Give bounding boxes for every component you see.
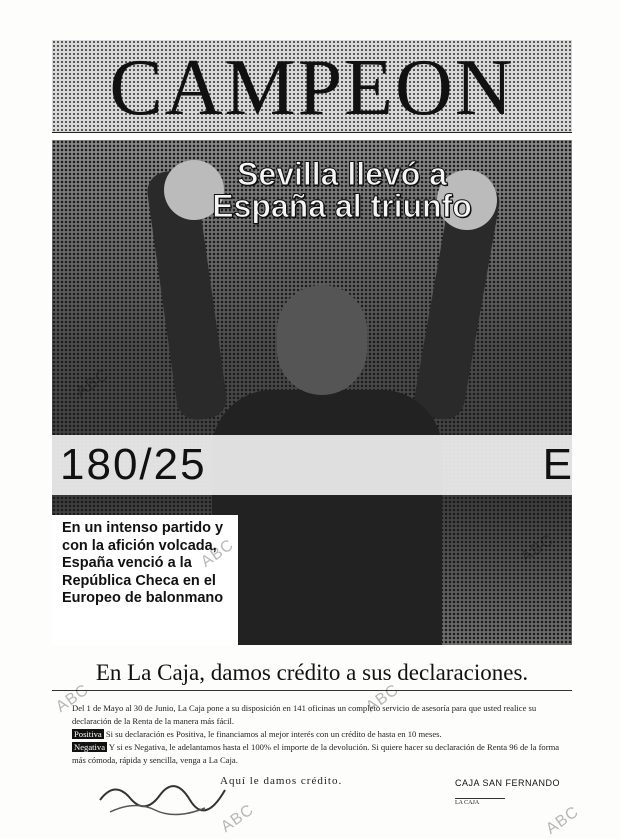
watermark-abc: ABC <box>198 536 238 571</box>
masthead <box>52 40 572 133</box>
caja-logo <box>455 778 575 806</box>
ad-paragraph-3-text: Y si es Negativa, le adelantamos hasta el 100% el importe de la devolución. Si quiere hacer su declaración de Renta 96 de la forma más cómoda, rápida y sencilla, venga a La Caja. <box>72 742 560 765</box>
front-page-photo <box>52 140 572 645</box>
photo-caption: En un intenso partido y con la afición volcada, España venció a la República Checa en el Europeo de balonmano <box>62 520 224 606</box>
tag-negative: Negativa <box>74 742 106 752</box>
photo-headline: Sevilla llevó a España al triunfo <box>212 156 472 224</box>
watermark-abc: ABC <box>363 681 403 716</box>
watermark-abc: ABC <box>73 366 113 401</box>
watermark-abc: ABC <box>53 681 93 716</box>
scoreboard-left-text: 180/25 <box>60 440 207 489</box>
handwritten-scribble-image <box>95 770 235 818</box>
logo-name: CAJA SAN FERNANDO <box>455 778 561 788</box>
watermark-abc: ABC <box>218 801 258 836</box>
ad-paragraph-2-text: Si su declaración es Positiva, le financiamos al mejor interés con un crédito de hasta en 10 meses. <box>105 729 442 739</box>
logo-sub: LA CAJA <box>455 798 505 806</box>
ad-body <box>72 702 572 767</box>
ad-paragraph-2 <box>72 728 572 741</box>
scoreboard-right-text: E <box>542 440 572 489</box>
photo-player-head <box>277 285 367 395</box>
ad-slogan: Aquí le damos crédito. <box>220 775 343 787</box>
watermark-abc: ABC <box>518 531 558 566</box>
ad-divider <box>52 690 572 691</box>
masthead-title: CAMPEON <box>109 44 515 132</box>
ad-paragraph-1: Del 1 de Mayo al 30 de Junio, La Caja pone a su disposición en 141 oficinas un completo servicio de asesoría para que usted realice su declaración de la Renta de la manera más fácil. <box>72 703 537 726</box>
photo-player-body <box>212 390 442 645</box>
tag-positive: Positiva <box>74 729 102 739</box>
ad-paragraph-3 <box>72 741 572 767</box>
watermark-abc: ABC <box>543 803 583 838</box>
ad-headline: En La Caja, damos crédito a sus declaraciones. <box>95 660 529 685</box>
